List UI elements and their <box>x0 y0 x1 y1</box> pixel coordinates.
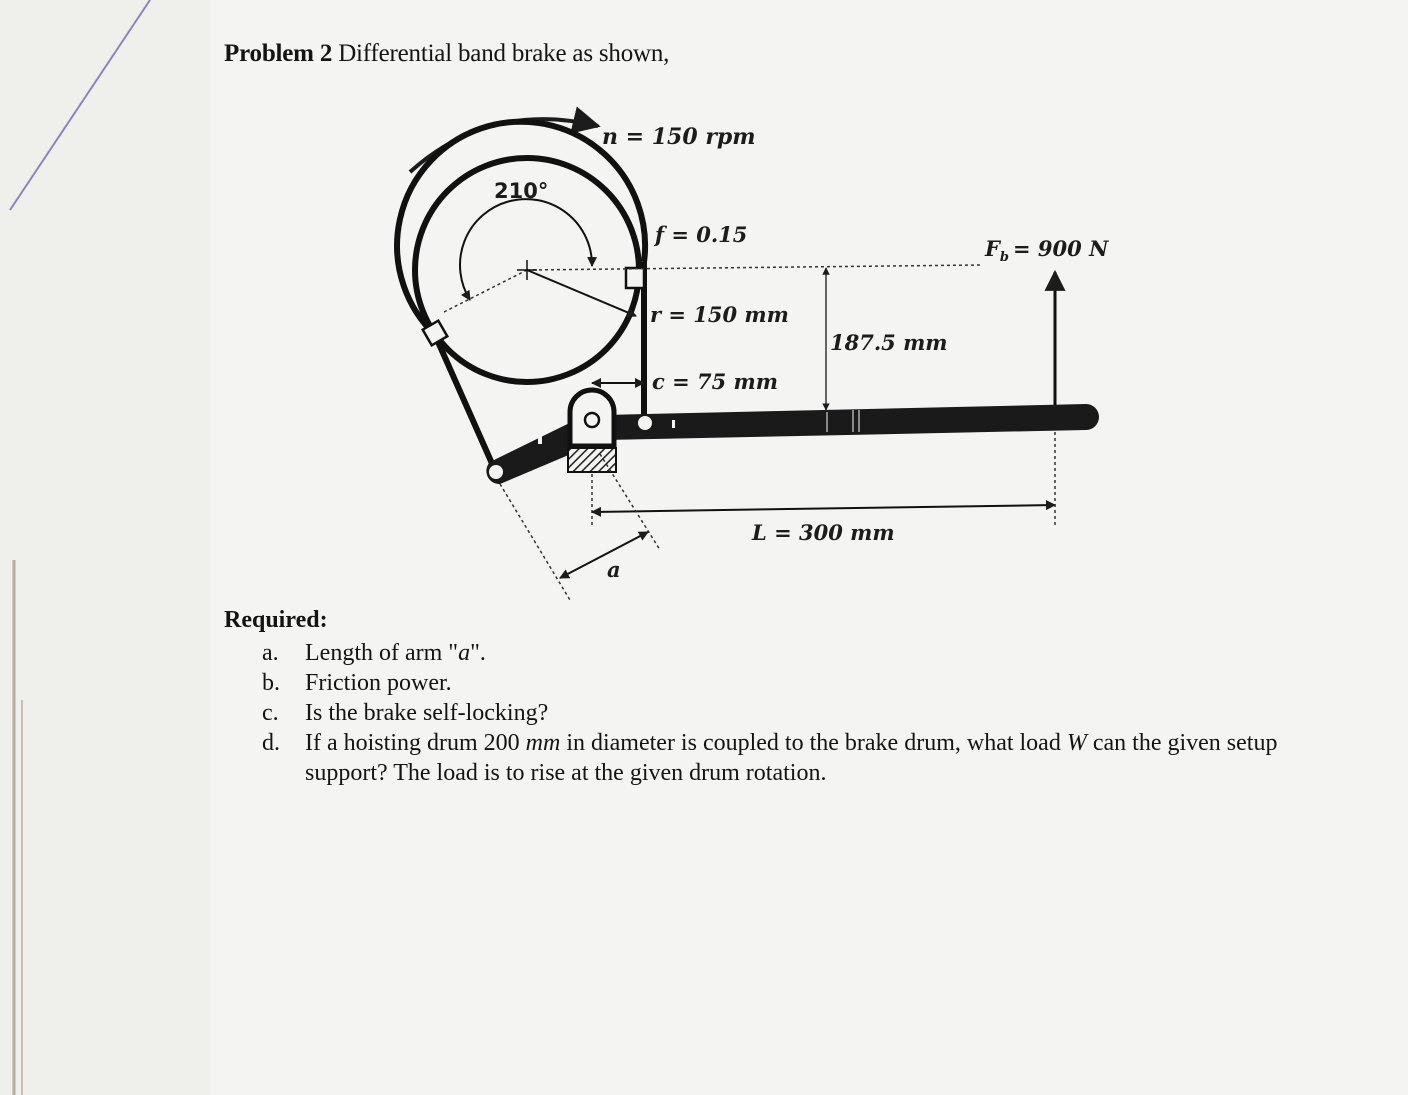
item-text-part: in diameter is coupled to the brake drum, what load <box>560 730 1067 756</box>
lever-mark <box>538 434 542 444</box>
length-dimension <box>592 505 1055 512</box>
tangent-mark <box>626 268 644 288</box>
list-item <box>262 728 1322 788</box>
math-variable: a <box>458 640 471 666</box>
item-text <box>305 638 1322 668</box>
radius-label: r = 150 mm <box>650 302 789 327</box>
list-item <box>262 698 1322 728</box>
item-text-part: Length of arm " <box>305 640 459 666</box>
arm-dimension <box>560 532 648 578</box>
force-label <box>984 236 1109 265</box>
radius-arrow <box>527 270 636 316</box>
height-label: 187.5 mm <box>830 330 948 355</box>
problem-description: Differential band brake as shown, <box>338 40 670 67</box>
required-list <box>262 638 1322 788</box>
brake-lever <box>604 404 1099 440</box>
band-pin <box>489 465 503 479</box>
item-letter: c. <box>262 700 279 726</box>
math-unit: mm <box>525 730 561 756</box>
item-text-part: If a hoisting drum 200 <box>305 730 526 756</box>
lever-mark <box>672 420 675 428</box>
friction-label: f = 0.15 <box>655 222 748 247</box>
c-label: c = 75 mm <box>652 369 778 394</box>
list-item <box>262 668 1322 698</box>
item-text <box>305 728 1322 788</box>
math-variable: W <box>1066 730 1087 756</box>
lever-mark <box>826 412 828 432</box>
item-text: Friction power. <box>305 670 452 696</box>
band-pin <box>638 416 652 430</box>
centerline <box>527 265 980 270</box>
item-text: Is the brake self-locking? <box>305 700 549 726</box>
item-letter: d. <box>262 730 280 756</box>
item-letter: b. <box>262 670 280 696</box>
fulcrum-pin <box>585 413 599 427</box>
angle-label: 210° <box>494 179 549 203</box>
item-text-part: can the given setup support? The load is to rise at the given drum rotation. <box>305 730 1278 786</box>
fulcrum-support <box>568 448 616 472</box>
problem-number: Problem 2 <box>224 40 333 67</box>
list-item <box>262 638 1322 668</box>
force-symbol: F <box>985 236 1000 261</box>
item-text-part: ". <box>470 640 486 666</box>
arm-label: a <box>607 557 621 582</box>
force-value: = 900 N <box>1013 236 1109 261</box>
brake-band <box>397 122 645 335</box>
length-label: L = 300 mm <box>752 520 895 545</box>
radius-construction <box>444 270 527 312</box>
item-letter: a. <box>262 640 279 666</box>
speed-label: n = 150 rpm <box>602 124 756 150</box>
required-heading: Required: <box>224 607 328 633</box>
force-subscript: b <box>999 250 1010 265</box>
lever-mark <box>858 410 860 432</box>
band-slack-side <box>435 335 494 468</box>
angle-arc <box>460 199 592 300</box>
arm-extension <box>500 484 570 600</box>
lever-mark <box>852 410 854 432</box>
